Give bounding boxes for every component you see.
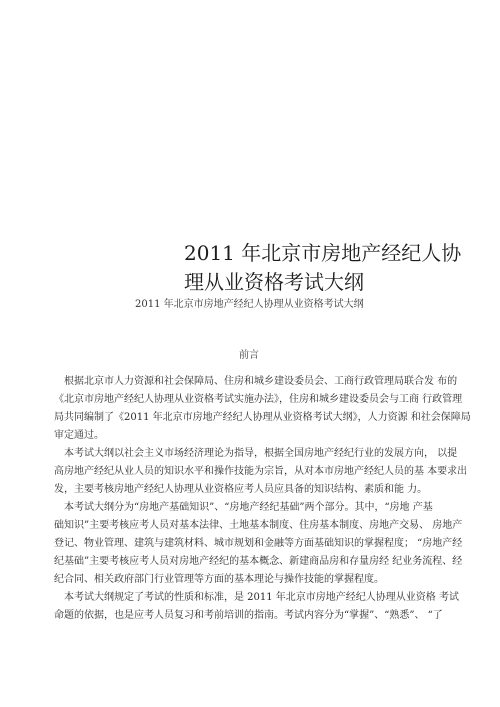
body-line: 本考试大纲规定了考试的性质和标准，是 2011 年北京市房地产经纪人协理从业资格 考试 — [64, 592, 459, 603]
document-title-line-1: 2011 年北京市房地产经纪人协 — [184, 241, 462, 265]
body-line: 命题的依据，也是应考人员复习和考前培训的指南。考试内容分为“掌握”、“熟悉”、 “了 — [54, 610, 443, 621]
document-subtitle: 2011 年北京市房地产经纪人协理从业资格考试大纲 — [135, 299, 364, 310]
body-line: 高房地产经纪从业人员的知识水平和操作技能为宗旨，从对本市房地产经纪人员的基 本要求出 — [54, 466, 468, 477]
body-line: 发，主要考核房地产经纪人协理从业资格应考人员应具备的知识结构、素质和能 力。 — [54, 484, 428, 495]
body-line: 根据北京市人力资源和社会保障局、住房和城乡建设委员会、工商行政管理局联合发 布的 — [64, 376, 458, 387]
body-line: 《北京市房地产经纪人协理从业资格考试实施办法》，住房和城乡建设委员会与工商 行政管理 — [54, 394, 463, 405]
body-line: 局共同编制了《2011 年北京市房地产经纪人协理从业资格考试大纲》，人力资源 和社会保障局 — [54, 412, 471, 423]
body-line: 础知识”主要考核应考人员对基本法律、土地基本制度、住房基本制度、房地产交易、 房地产 — [54, 520, 463, 531]
document-title-line-2: 理从业资格考试大纲 — [184, 270, 364, 294]
body-line: 纪合同、相关政府部门行业管理等方面的基本理论与操作技能的掌握程度。 — [54, 574, 384, 585]
section-heading-preface: 前言 — [239, 350, 259, 361]
body-line: 纪基础”主要考核应考人员对房地产经纪的基本概念、新建商品房和存量房经 纪业务流程、经 — [54, 556, 463, 567]
body-line: 本考试大纲分为“房地产基础知识”、“房地产经纪基础”两个部分。其中，“房地 产基 — [64, 502, 433, 513]
body-line: 登记、物业管理、建筑与建筑材料、城市规划和金融等方面基础知识的掌握程度； “房地产经 — [54, 538, 463, 549]
body-line: 审定通过。 — [54, 430, 104, 441]
preface-body — [54, 373, 471, 625]
body-line: 本考试大纲以社会主义市场经济理论为指导，根据全国房地产经纪行业的发展方向， 以提 — [64, 448, 458, 459]
